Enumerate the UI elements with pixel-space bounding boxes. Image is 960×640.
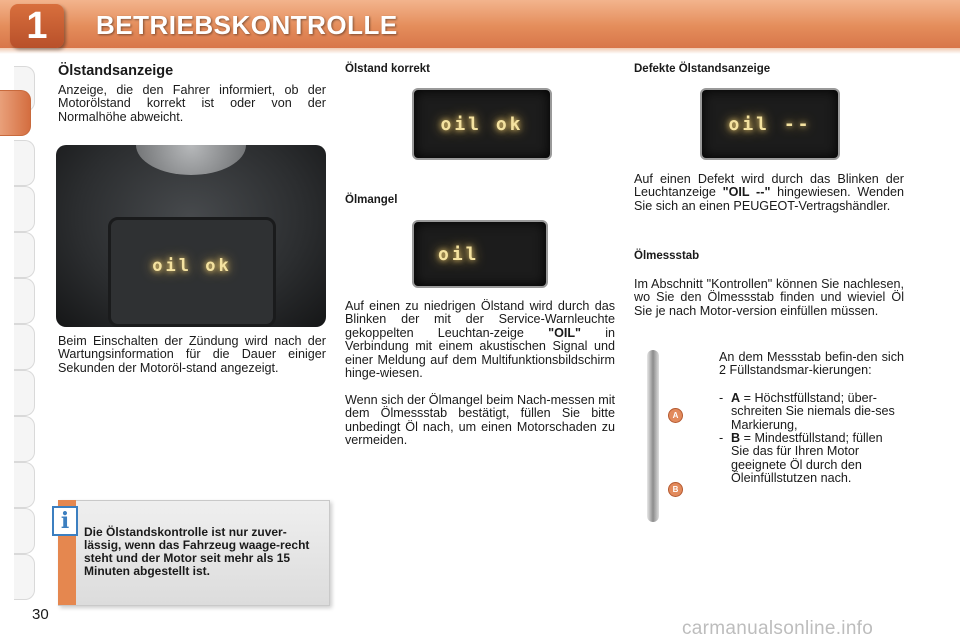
chapter-tab-active[interactable]: [0, 90, 31, 136]
mark-b-text: = Mindestfüllstand; füllen Sie das für Ihren Motor geeignete Öl durch den Öleinfüllstutzen nach.: [731, 431, 883, 486]
mark-a-row: [719, 392, 904, 432]
defect-text-b: hingewiesen. Wenden Sie sich an einen PEUGEOT-Vertragshändler.: [634, 185, 905, 213]
info-icon: i: [52, 506, 78, 536]
oil-code: "OIL": [548, 325, 582, 340]
page-number: 30: [32, 606, 49, 623]
oil-level-indicator-heading: Ölstandsanzeige: [58, 63, 174, 79]
oil-ok-lcd-panel: [412, 88, 552, 160]
dipstick-mark-a: A: [668, 408, 683, 423]
chapter-tab-7[interactable]: [14, 324, 35, 370]
defective-indicator-heading: Defekte Ölstandsanzeige: [634, 63, 771, 75]
mark-a-bullet: -: [719, 391, 724, 405]
oil-dash-code: "OIL --": [722, 185, 771, 200]
cluster-dial: [136, 145, 246, 175]
chapter-tab-9[interactable]: [14, 416, 35, 462]
info-box-text: Die Ölstandskontrolle ist nur zuver-lässig, wenn das Fahrzeug waage-recht steht und der Motor seit mehr als 15 Minuten abgestellt ist.: [84, 525, 310, 578]
dipstick-heading: Ölmessstab: [634, 250, 700, 262]
dipstick-marks-intro: An dem Messstab befin-den sich 2 Füllstandsmar-kierungen:: [719, 350, 904, 378]
chapter-number-badge: 1: [10, 4, 64, 48]
chapter-title: BETRIEBSKONTROLLE: [96, 10, 398, 40]
dipstick-illustration: [647, 350, 659, 522]
oil-shortage-paragraph: [345, 300, 615, 380]
oil-shortage-text-a: Auf einen zu niedrigen Ölstand wird durch das Blinken der mit der Service-Warnleuchte gekoppelten Leuchtan-zeige: [345, 299, 615, 340]
oil-shortage-heading: Ölmangel: [345, 194, 398, 206]
col1-body-paragraph: Beim Einschalten der Zündung wird nach der Wartungsinformation für die Dauer einiger Sekunden der Motoröl-stand angezeigt.: [58, 334, 326, 375]
chapter-tab-5[interactable]: [14, 232, 35, 278]
oil-defect-lcd-panel: [700, 88, 840, 160]
oil-low-display-text: oil: [438, 243, 480, 265]
chapter-tab-3[interactable]: [14, 140, 35, 186]
mark-b-key: B: [731, 431, 741, 445]
watermark: carmanualsonline.info: [682, 618, 874, 639]
header-shadow: [0, 48, 960, 54]
mark-a-text: = Höchstfüllstand; über-schreiten Sie niemals die-ses Markierung,: [731, 391, 895, 432]
mark-a-key: A: [731, 391, 741, 405]
chapter-tab-12[interactable]: [14, 554, 35, 600]
dipstick-mark-b: B: [668, 482, 683, 497]
chapter-tab-4[interactable]: [14, 186, 35, 232]
chapter-tab-6[interactable]: [14, 278, 35, 324]
chapter-tab-10[interactable]: [14, 462, 35, 508]
oil-low-lcd-panel: [412, 220, 548, 288]
oil-ok-display-text: oil ok: [440, 113, 524, 135]
mark-a-item: [719, 392, 904, 432]
mark-b-item: [719, 432, 904, 486]
defect-paragraph: [634, 173, 904, 213]
mark-b-body: [731, 432, 904, 486]
oil-shortage-text-b: in Verbindung mit einem akustischen Signal und einer Meldung auf dem Multifunktionsbildschirm hinge-wiesen.: [345, 325, 616, 381]
chapter-tab-11[interactable]: [14, 508, 35, 554]
oil-level-ok-heading: Ölstand korrekt: [345, 63, 430, 75]
oil-refill-paragraph: Wenn sich der Ölmangel beim Nach-messen mit dem Ölmessstab bestätigt, füllen Sie bitte unbedingt Öl nach, um einen Motorschaden zu vermeiden.: [345, 393, 615, 448]
instrument-cluster-photo: [56, 145, 326, 327]
defect-text-a: Auf einen Defekt wird durch das Blinken der Leuchtanzeige: [634, 172, 904, 200]
mark-a-body: [731, 392, 904, 432]
cluster-oil-ok-display: oil ok: [152, 256, 232, 276]
cluster-display-window: [108, 217, 276, 327]
dipstick-paragraph: Im Abschnitt "Kontrollen" können Sie nachlesen, wo Sie den Ölmessstab finden und wieviel Öl Sie je nach Motor-version einfüllen müssen.: [634, 277, 904, 318]
oil-defect-display-text: oil --: [728, 113, 812, 135]
col1-intro-paragraph: Anzeige, die den Fahrer informiert, ob der Motorölstand korrekt ist oder von der Normalhöhe abweicht.: [58, 83, 326, 124]
mark-b-row: [719, 432, 904, 486]
chapter-tab-8[interactable]: [14, 370, 35, 416]
mark-b-bullet: -: [719, 431, 724, 445]
